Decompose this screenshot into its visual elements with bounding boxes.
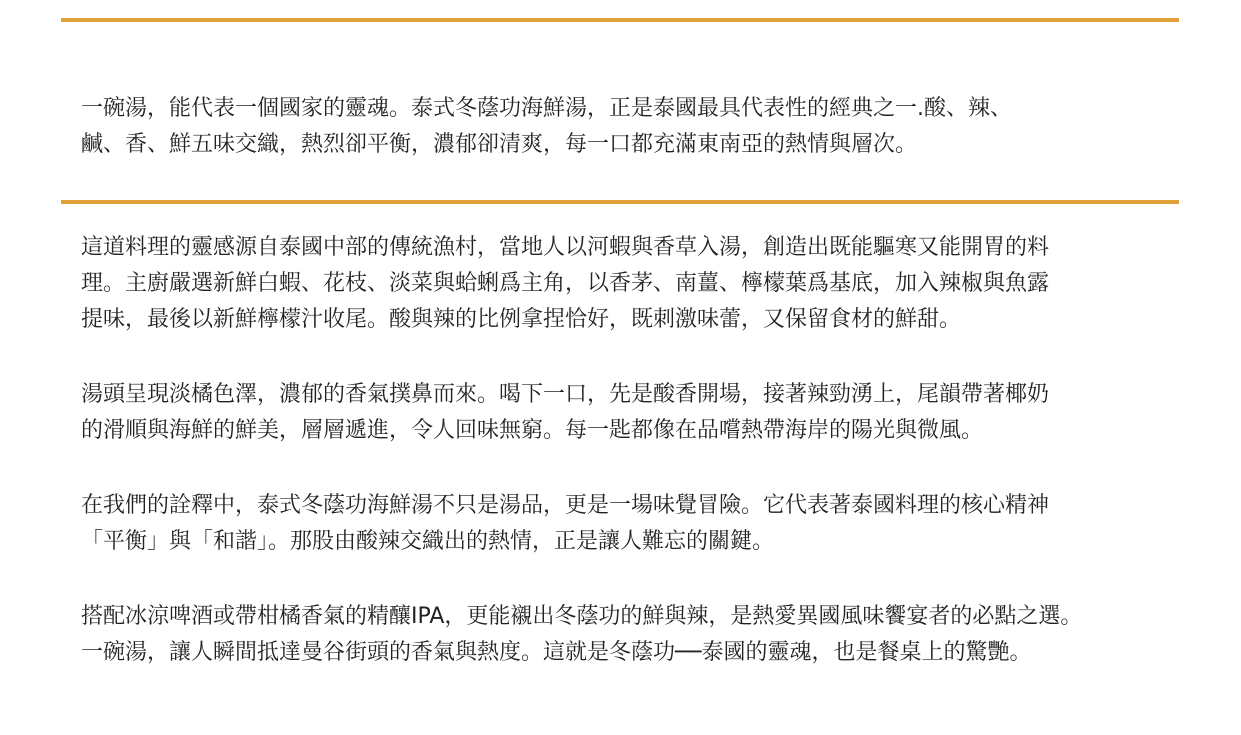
paragraph-pairing: [81, 599, 1082, 671]
intro-line: 一碗湯，能代表一個國家的靈魂。泰式冬蔭功海鮮湯，正是泰國最具代表性的經典之一.酸、辣、: [81, 96, 1012, 121]
paragraph-line: 搭配冰涼啤酒或帶柑橘香氣的精釀IPA，更能襯出冬蔭功的鮮與辣，是熱愛異國風味饗宴者的必點之選。: [81, 604, 1083, 629]
body-content: [81, 230, 1082, 671]
paragraph-line: 提味，最後以新鮮檸檬汁收尾。酸與辣的比例拿捏恰好，既刺激味蕾，又保留食材的鮮甜。: [81, 307, 962, 332]
intro-line: 鹹、香、鮮五味交織，熱烈卻平衡，濃郁卻清爽，每一口都充滿東南亞的熱情與層次。: [81, 132, 918, 157]
intro-paragraph: [81, 91, 1012, 163]
paragraph-interpretation: [81, 488, 1082, 560]
paragraph-line: 一碗湯，讓人瞬間抵達曼谷街頭的香氣與熱度。這就是冬蔭功──泰國的靈魂，也是餐桌上的驚艷。: [81, 640, 1032, 665]
paragraph-line: 的滑順與海鮮的鮮美，層層遞進，令人回味無窮。每一匙都像在品嚐熱帶海岸的陽光與微風。: [81, 418, 984, 443]
top-divider: [61, 18, 1179, 22]
paragraph-line: 在我們的詮釋中，泰式冬蔭功海鮮湯不只是湯品，更是一場味覺冒險。它代表著泰國料理的核心精神: [81, 493, 1050, 518]
paragraph-line: 「平衡」與「和諧」。那股由酸辣交織出的熱情，正是讓人難忘的關鍵。: [81, 529, 775, 554]
paragraph-origin: [81, 230, 1082, 338]
paragraph-taste: [81, 377, 1082, 449]
paragraph-line: 這道料理的靈感源自泰國中部的傳統漁村，當地人以河蝦與香草入湯，創造出既能驅寒又能開胃的料: [81, 235, 1050, 260]
middle-divider: [61, 200, 1179, 204]
paragraph-line: 理。主廚嚴選新鮮白蝦、花枝、淡菜與蛤蜊爲主角，以香茅、南薑、檸檬葉爲基底，加入辣椒與魚露: [81, 271, 1050, 296]
paragraph-line: 湯頭呈現淡橘色澤，濃郁的香氣撲鼻而來。喝下一口，先是酸香開場，接著辣勁湧上，尾韻帶著椰奶: [81, 382, 1050, 407]
